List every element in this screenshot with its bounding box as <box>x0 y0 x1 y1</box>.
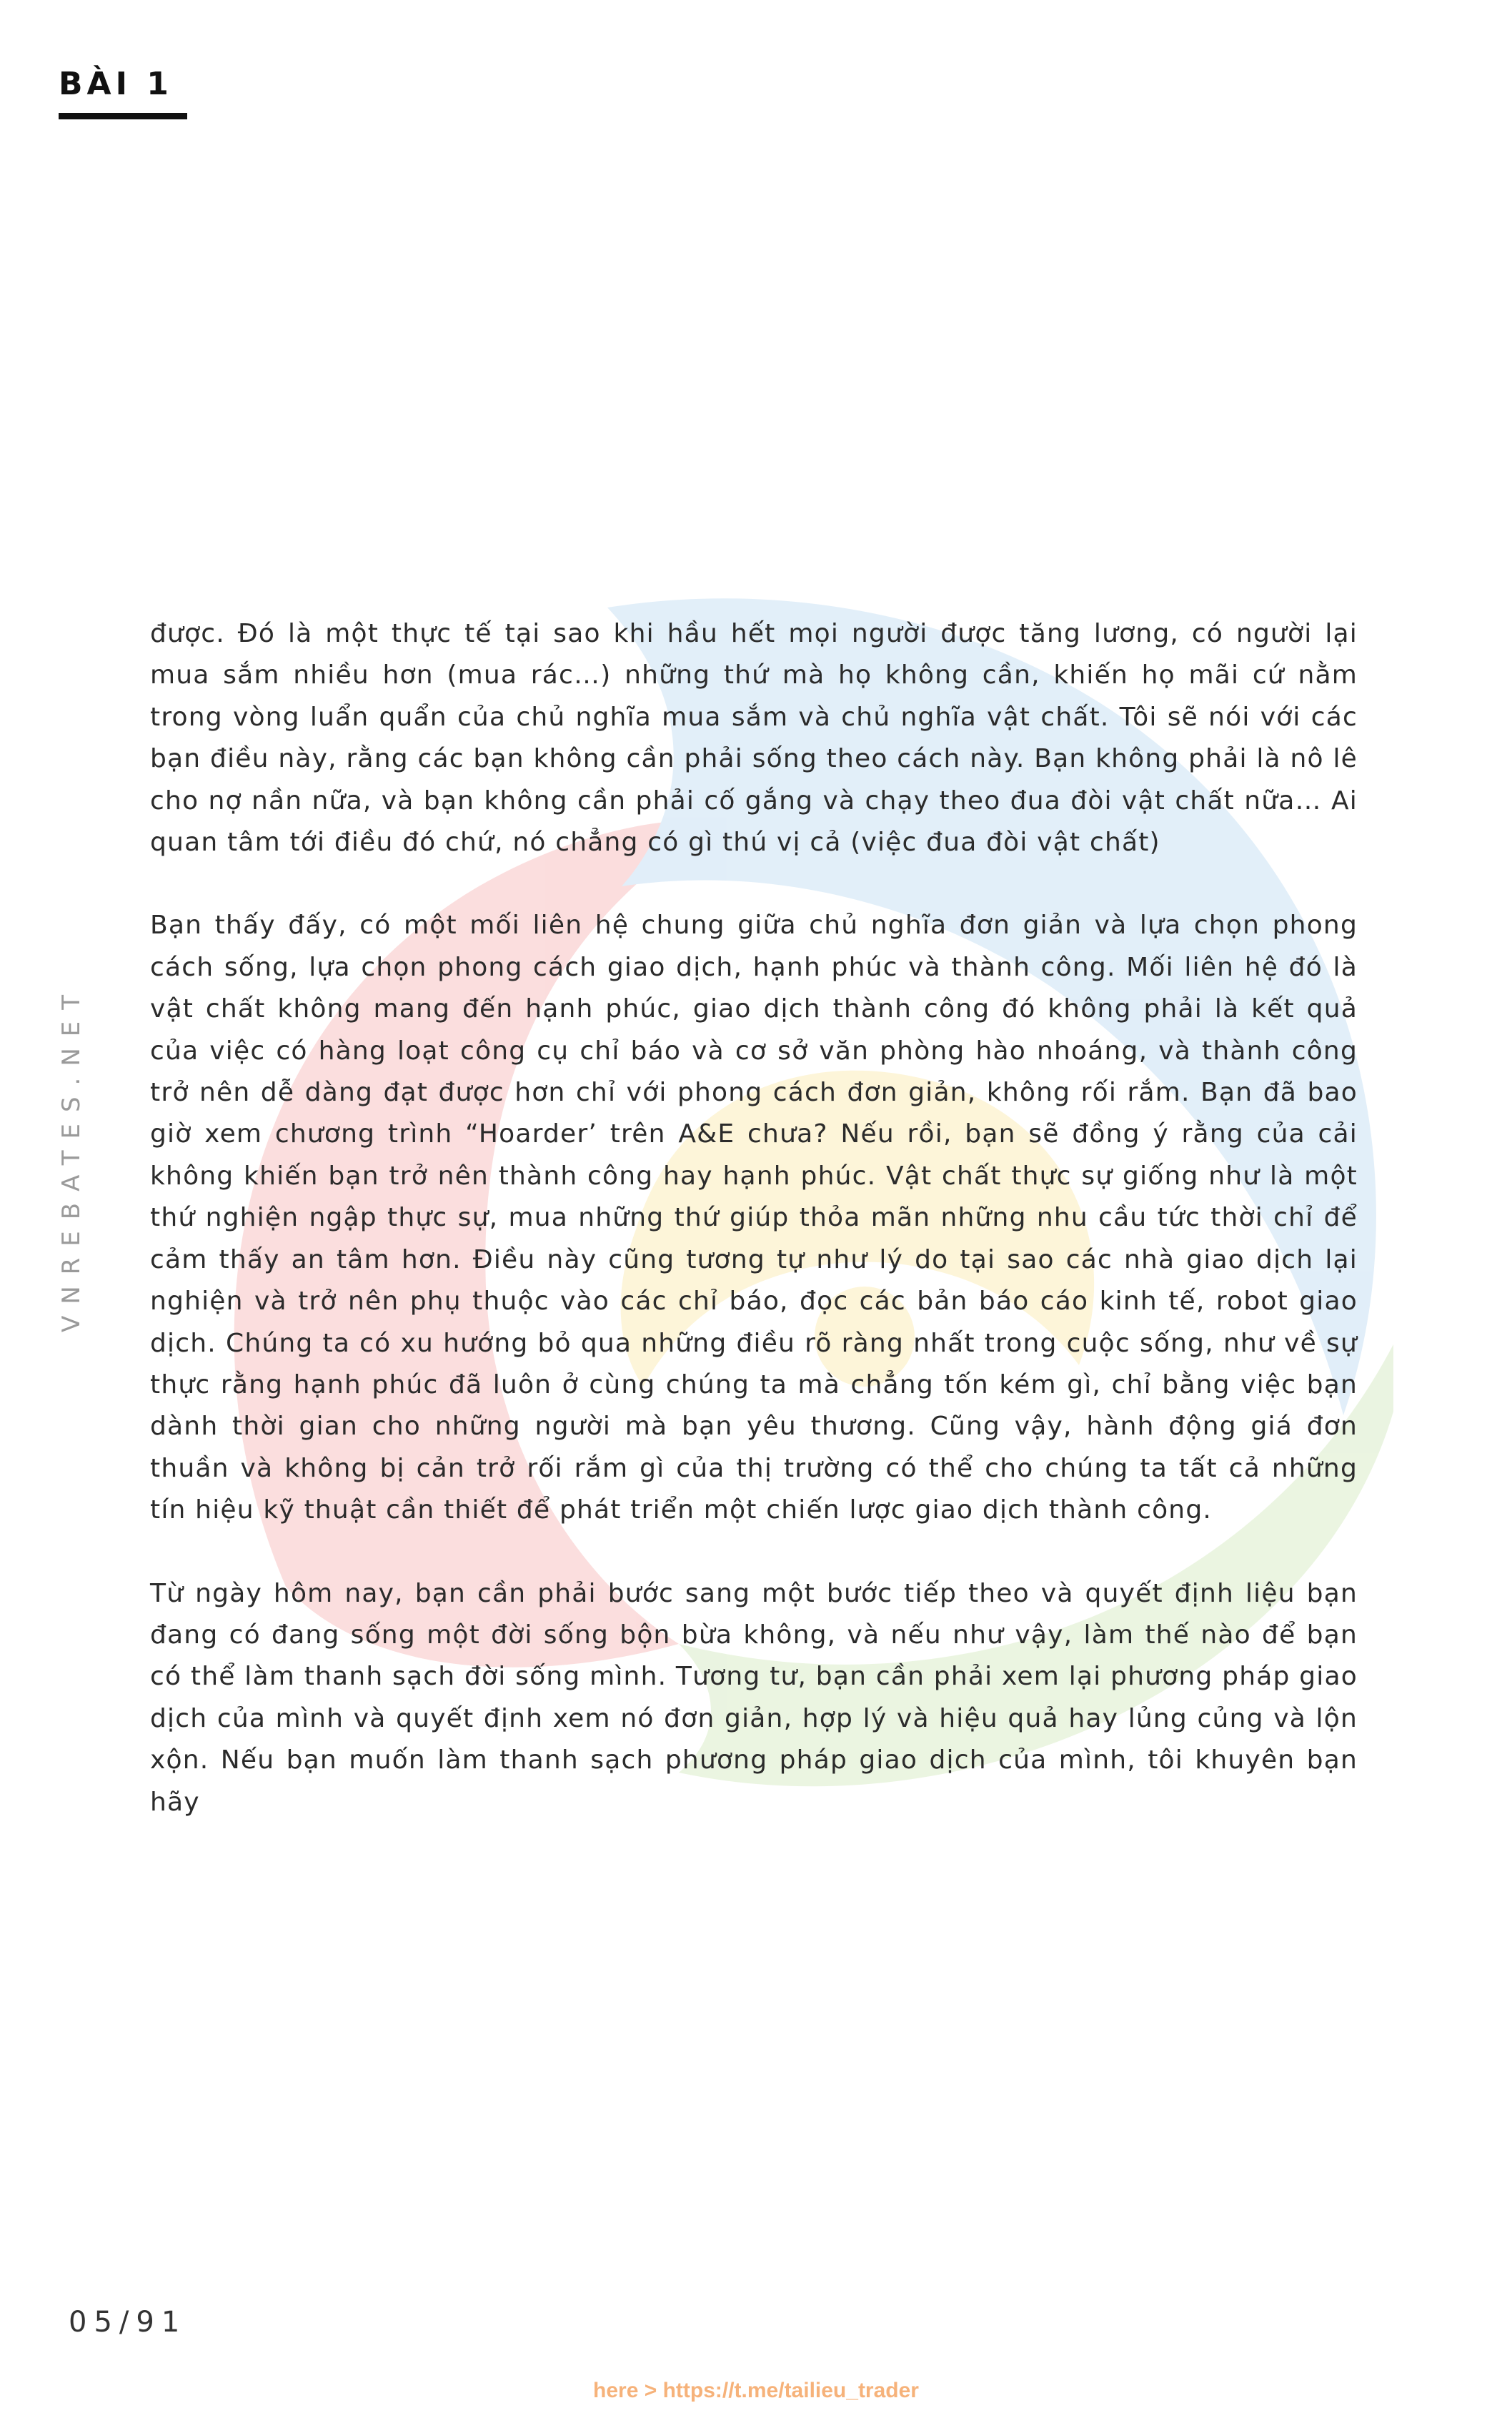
page-number: 05/91 <box>69 2306 187 2339</box>
paragraph: Bạn thấy đấy, có một mối liên hệ chung giữa chủ nghĩa đơn giản và lựa chọn phong cách sống, lựa chọn phong cách giao dịch, hạnh phúc và thành công. Mối liên hệ đó là vật chất không mang đến hạnh phúc, giao dịch thành công đó không phải là kết quả của việc có hàng loạt công cụ chỉ báo và cơ sở văn phòng hào nhoáng, và thành công trở nên dễ dàng đạt được hơn chỉ với phong cách đơn giản, không rối rắm. Bạn đã bao giờ xem chương trình “Hoarder’ trên A&E chưa? Nếu rồi, bạn sẽ đồng ý rằng của cải không khiến bạn trở nên thành công hay hạnh phúc. Vật chất thực sự giống như là một thứ nghiện ngập thực sự, mua những thứ giúp thỏa mãn những nhu cầu tức thời chỉ để cảm thấy an tâm hơn. Điều này cũng tương tự như lý do tại sao các nhà giao dịch lại nghiện và trở nên phụ thuộc vào các chỉ báo, đọc các bản báo cáo kinh tế, robot giao dịch. Chúng ta có xu hướng bỏ qua những điều rõ ràng nhất trong cuộc sống, như về sự thực rằng hạnh phúc đã luôn ở cùng chúng ta mà chẳng tốn kém gì, chỉ bằng việc bạn dành thời gian cho những người mà bạn yêu thương. Cũng vậy, hành động giá đơn thuần và không bị cản trở rối rắm gì của thị trường có thể cho chúng ta tất cả những tín hiệu kỹ thuật cần thiết để phát triển một chiến lược giao dịch thành công. <box>150 911 1358 1525</box>
body-text <box>150 613 1358 1865</box>
paragraph: Từ ngày hôm nay, bạn cần phải bước sang một bước tiếp theo và quyết định liệu bạn đang có đang sống một đời sống bộn bừa không, và nếu như vậy, làm thế nào để bạn có thể làm thanh sạch đời sống mình. Tương tư, bạn cần phải xem lại phương pháp giao dịch của mình và quyết định xem nó đơn giản, hợp lý và hiệu quả hay lủng củng và lộn xộn. Nếu bạn muốn làm thanh sạch phương pháp giao dịch của mình, tôi khuyên bạn hãy <box>150 1578 1358 1817</box>
chapter-title: BÀI 1 <box>59 66 173 102</box>
footer-link[interactable]: here > https://t.me/tailieu_trader <box>593 2379 919 2402</box>
side-watermark: VNREBATES.NET <box>57 983 86 1333</box>
paragraph: được. Đó là một thực tế tại sao khi hầu hết mọi người được tăng lương, có người lại mua sắm nhiều hơn (mua rác…) những thứ mà họ không cần, khiến họ mãi cứ nằm trong vòng luẩn quẩn của chủ nghĩa mua sắm và chủ nghĩa vật chất. Tôi sẽ nói với các bạn điều này, rằng các bạn không cần phải sống theo cách này. Bạn không phải là nô lê cho nợ nần nữa, và bạn không cần phải cố gắng và chạy theo đua đòi vật chất nữa… Ai quan tâm tới điều đó chứ, nó chẳng có gì thú vị cả (việc đua đòi vật chất) <box>150 619 1358 858</box>
chapter-title-underline <box>59 113 187 119</box>
